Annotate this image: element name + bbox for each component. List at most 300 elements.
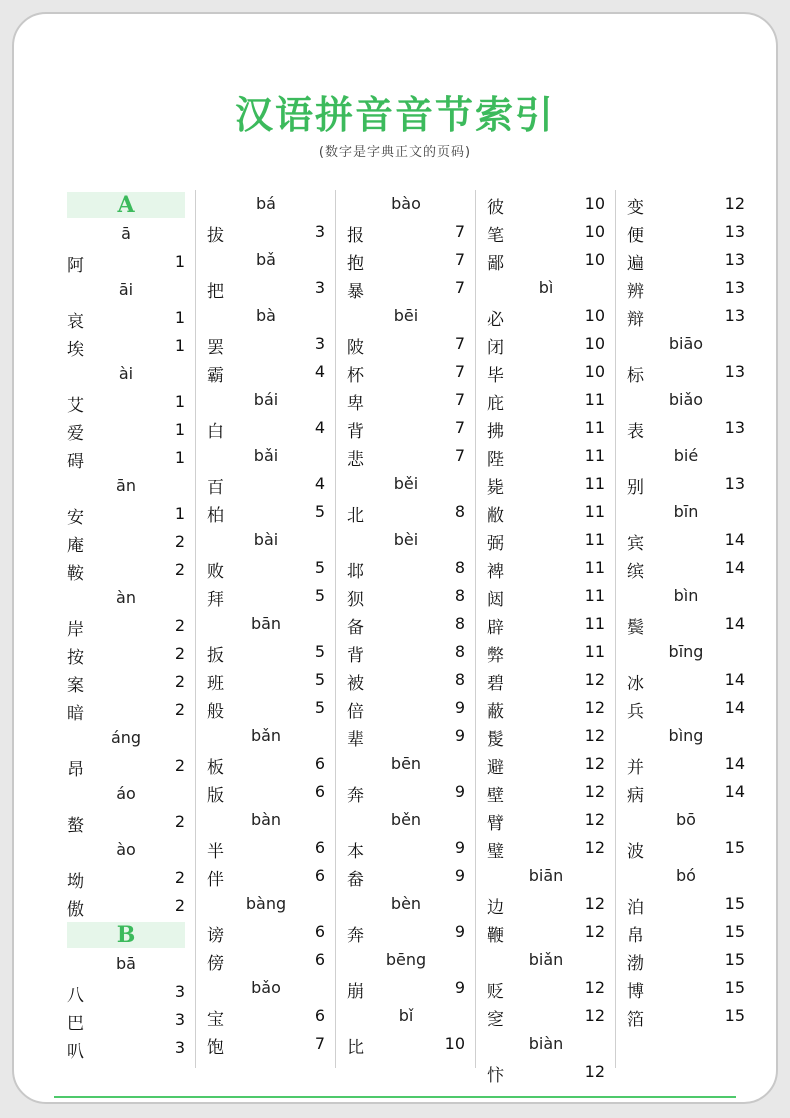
entry-page-number: 5	[314, 642, 325, 661]
index-entry	[487, 834, 605, 862]
pinyin-heading: bìng	[668, 726, 704, 745]
entry-page-number: 4	[314, 362, 325, 381]
index-entry	[347, 274, 465, 302]
entry-character: 哀	[67, 312, 84, 332]
entry-character: 罢	[207, 338, 224, 358]
entry-page-number: 13	[724, 250, 745, 269]
entry-character: 忭	[487, 1066, 504, 1086]
index-entry	[627, 694, 745, 722]
entry-character: 阿	[67, 256, 84, 276]
index-entry	[207, 554, 325, 582]
entry-page-number: 7	[454, 446, 465, 465]
entry-page-number: 9	[454, 698, 465, 717]
index-entry	[347, 610, 465, 638]
entry-page-number: 5	[314, 698, 325, 717]
entry-page-number: 14	[724, 614, 745, 633]
index-entry	[207, 862, 325, 890]
entry-page-number: 13	[724, 474, 745, 493]
index-entry	[627, 778, 745, 806]
entry-page-number: 2	[174, 672, 185, 691]
pinyin-heading: bǎi	[253, 446, 279, 465]
entry-character: 背	[347, 646, 364, 666]
entry-page-number: 12	[724, 194, 745, 213]
pinyin-heading: bié	[673, 446, 699, 465]
index-entry	[67, 752, 185, 780]
entry-character: 霸	[207, 366, 224, 386]
entry-character: 蔽	[487, 702, 504, 722]
entry-character: 百	[207, 478, 224, 498]
entry-page-number: 3	[174, 1038, 185, 1057]
entry-character: 髲	[487, 730, 504, 750]
entry-character: 陛	[487, 450, 504, 470]
index-entry	[487, 526, 605, 554]
index-entry	[207, 218, 325, 246]
entry-character: 暗	[67, 704, 84, 724]
index-entry	[487, 246, 605, 274]
pinyin-heading: āi	[118, 280, 134, 299]
index-entry	[347, 414, 465, 442]
entry-character: 辟	[487, 618, 504, 638]
index-entry	[627, 890, 745, 918]
entry-character: 背	[347, 422, 364, 442]
index-entry	[627, 302, 745, 330]
index-entry	[207, 750, 325, 778]
entry-page-number: 7	[454, 390, 465, 409]
entry-character: 板	[207, 758, 224, 778]
entry-character: 必	[487, 310, 504, 330]
entry-page-number: 12	[584, 894, 605, 913]
entry-page-number: 2	[174, 532, 185, 551]
entry-page-number: 2	[174, 700, 185, 719]
entry-page-number: 14	[724, 698, 745, 717]
entry-page-number: 12	[584, 670, 605, 689]
pinyin-heading: bàng	[245, 894, 287, 913]
pinyin-heading: bēng	[385, 950, 427, 969]
index-entry	[67, 892, 185, 920]
index-entry	[67, 248, 185, 276]
entry-page-number: 9	[454, 838, 465, 857]
pinyin-heading: bà	[256, 306, 276, 325]
entry-character: 碍	[67, 452, 84, 472]
entry-page-number: 2	[174, 756, 185, 775]
entry-page-number: 1	[174, 336, 185, 355]
index-entry	[347, 554, 465, 582]
entry-page-number: 13	[724, 278, 745, 297]
index-entry	[487, 1058, 605, 1086]
index-entry	[627, 974, 745, 1002]
entry-page-number: 6	[314, 782, 325, 801]
entry-page-number: 3	[314, 334, 325, 353]
entry-page-number: 14	[724, 782, 745, 801]
entry-character: 陂	[347, 338, 364, 358]
pinyin-heading: bìn	[673, 586, 699, 605]
index-entry	[347, 246, 465, 274]
entry-page-number: 14	[724, 558, 745, 577]
index-entry	[347, 638, 465, 666]
entry-character: 比	[347, 1038, 364, 1058]
index-entry	[67, 332, 185, 360]
entry-page-number: 3	[174, 982, 185, 1001]
entry-page-number: 5	[314, 558, 325, 577]
index-column	[347, 190, 465, 1058]
entry-page-number: 9	[454, 922, 465, 941]
index-entry	[487, 470, 605, 498]
entry-page-number: 12	[584, 922, 605, 941]
index-entry	[347, 330, 465, 358]
index-entry	[347, 974, 465, 1002]
entry-page-number: 1	[174, 448, 185, 467]
entry-character: 边	[487, 898, 504, 918]
index-entry	[207, 918, 325, 946]
index-entry	[67, 528, 185, 556]
pinyin-heading: bào	[391, 194, 421, 213]
entry-page-number: 12	[584, 838, 605, 857]
index-entry	[207, 666, 325, 694]
pinyin-heading: ā	[121, 224, 131, 243]
entry-page-number: 11	[584, 614, 605, 633]
entry-page-number: 1	[174, 504, 185, 523]
entry-page-number: 5	[314, 502, 325, 521]
entry-character: 别	[627, 478, 644, 498]
entry-character: 般	[207, 702, 224, 722]
entry-character: 版	[207, 786, 224, 806]
index-entry	[627, 918, 745, 946]
index-entry	[67, 808, 185, 836]
entry-page-number: 10	[584, 250, 605, 269]
entry-page-number: 8	[454, 642, 465, 661]
entry-character: 拂	[487, 422, 504, 442]
index-entry	[67, 1034, 185, 1062]
pinyin-heading: bēi	[393, 306, 419, 325]
pinyin-heading: àn	[116, 588, 136, 607]
entry-character: 毙	[487, 478, 504, 498]
entry-page-number: 7	[454, 418, 465, 437]
entry-page-number: 6	[314, 866, 325, 885]
section-letter: B	[67, 922, 185, 948]
pinyin-heading: bàn	[250, 810, 282, 829]
entry-page-number: 6	[314, 922, 325, 941]
entry-page-number: 11	[584, 530, 605, 549]
entry-page-number: 7	[454, 250, 465, 269]
index-entry	[347, 442, 465, 470]
pinyin-heading: biǎo	[668, 390, 704, 409]
index-entry	[487, 694, 605, 722]
pinyin-heading: bīn	[673, 502, 699, 521]
entry-page-number: 8	[454, 502, 465, 521]
entry-character: 柏	[207, 506, 224, 526]
entry-character: 案	[67, 676, 84, 696]
index-entry	[347, 778, 465, 806]
index-entry	[487, 666, 605, 694]
entry-character: 傲	[67, 900, 84, 920]
index-entry	[207, 498, 325, 526]
index-entry	[67, 978, 185, 1006]
index-entry	[67, 416, 185, 444]
entry-page-number: 1	[174, 252, 185, 271]
index-entry	[67, 640, 185, 668]
entry-character: 宾	[627, 534, 644, 554]
entry-character: 彼	[487, 198, 504, 218]
page-card	[12, 12, 778, 1104]
entry-page-number: 10	[584, 194, 605, 213]
entry-page-number: 11	[584, 390, 605, 409]
entry-page-number: 7	[314, 1034, 325, 1053]
entry-page-number: 9	[454, 866, 465, 885]
entry-page-number: 14	[724, 530, 745, 549]
column-separator	[615, 190, 616, 1068]
index-entry	[207, 582, 325, 610]
index-entry	[627, 526, 745, 554]
index-entry	[67, 500, 185, 528]
index-entry	[627, 554, 745, 582]
entry-page-number: 11	[584, 558, 605, 577]
index-entry	[487, 778, 605, 806]
index-entry	[487, 190, 605, 218]
entry-character: 避	[487, 758, 504, 778]
pinyin-heading: bān	[250, 614, 282, 633]
entry-character: 鞭	[487, 926, 504, 946]
entry-character: 箔	[627, 1010, 644, 1030]
entry-character: 毕	[487, 366, 504, 386]
index-entry	[67, 444, 185, 472]
entry-page-number: 7	[454, 222, 465, 241]
index-entry	[627, 274, 745, 302]
entry-character: 白	[207, 422, 224, 442]
entry-character: 坳	[67, 872, 84, 892]
entry-character: 敝	[487, 506, 504, 526]
entry-character: 艾	[67, 396, 84, 416]
pinyin-heading: biāo	[668, 334, 704, 353]
entry-character: 臂	[487, 814, 504, 834]
entry-character: 渤	[627, 954, 644, 974]
entry-character: 辩	[627, 310, 644, 330]
entry-character: 璧	[487, 842, 504, 862]
index-entry	[487, 806, 605, 834]
index-entry	[67, 864, 185, 892]
entry-page-number: 15	[724, 838, 745, 857]
pinyin-heading: bèi	[393, 530, 419, 549]
entry-page-number: 2	[174, 644, 185, 663]
entry-character: 班	[207, 674, 224, 694]
index-entry	[487, 638, 605, 666]
pinyin-heading: bǐ	[398, 1006, 414, 1025]
entry-character: 闼	[487, 590, 504, 610]
entry-character: 冰	[627, 674, 644, 694]
index-entry	[627, 246, 745, 274]
entry-character: 庵	[67, 536, 84, 556]
pinyin-heading: bì	[538, 278, 554, 297]
entry-page-number: 7	[454, 334, 465, 353]
index-entry	[487, 918, 605, 946]
entry-character: 辈	[347, 730, 364, 750]
pinyin-heading: bǎo	[251, 978, 281, 997]
index-entry	[487, 218, 605, 246]
entry-character: 便	[627, 226, 644, 246]
entry-character: 伴	[207, 870, 224, 890]
index-entry	[487, 1002, 605, 1030]
index-entry	[67, 696, 185, 724]
entry-page-number: 8	[454, 614, 465, 633]
pinyin-heading: áng	[110, 728, 142, 747]
entry-character: 宝	[207, 1010, 224, 1030]
entry-page-number: 6	[314, 754, 325, 773]
entry-character: 并	[627, 758, 644, 778]
index-column	[67, 190, 185, 1062]
pinyin-heading: ào	[116, 840, 136, 859]
entry-character: 辨	[627, 282, 644, 302]
index-entry	[627, 358, 745, 386]
index-entry	[487, 554, 605, 582]
entry-character: 扳	[207, 646, 224, 666]
entry-page-number: 8	[454, 558, 465, 577]
index-entry	[627, 946, 745, 974]
index-entry	[627, 190, 745, 218]
index-entry	[347, 694, 465, 722]
entry-character: 帛	[627, 926, 644, 946]
entry-page-number: 14	[724, 754, 745, 773]
index-entry	[347, 1030, 465, 1058]
entry-page-number: 13	[724, 418, 745, 437]
index-entry	[207, 778, 325, 806]
index-entry	[487, 610, 605, 638]
index-entry	[207, 358, 325, 386]
entry-character: 备	[347, 618, 364, 638]
entry-page-number: 7	[454, 362, 465, 381]
entry-page-number: 3	[314, 278, 325, 297]
entry-page-number: 9	[454, 978, 465, 997]
entry-page-number: 2	[174, 868, 185, 887]
entry-character: 变	[627, 198, 644, 218]
index-entry	[347, 498, 465, 526]
entry-page-number: 8	[454, 670, 465, 689]
entry-character: 叭	[67, 1042, 84, 1062]
entry-page-number: 12	[584, 978, 605, 997]
entry-page-number: 8	[454, 586, 465, 605]
entry-page-number: 2	[174, 616, 185, 635]
entry-character: 卑	[347, 394, 364, 414]
entry-page-number: 7	[454, 278, 465, 297]
entry-page-number: 10	[584, 362, 605, 381]
page-title: 汉语拼音音节索引	[234, 92, 555, 137]
entry-page-number: 1	[174, 392, 185, 411]
entry-character: 弊	[487, 646, 504, 666]
pinyin-heading: biàn	[528, 1034, 564, 1053]
entry-character: 病	[627, 786, 644, 806]
index-column	[487, 190, 605, 1086]
entry-character: 八	[67, 986, 84, 1006]
entry-character: 奔	[347, 786, 364, 806]
entry-character: 表	[627, 422, 644, 442]
entry-page-number: 9	[454, 782, 465, 801]
page-subtitle: (数字是字典正文的页码)	[318, 145, 472, 160]
entry-character: 笔	[487, 226, 504, 246]
index-entry	[347, 358, 465, 386]
column-separator	[475, 190, 476, 1068]
pinyin-heading: biǎn	[528, 950, 564, 969]
index-entry	[67, 556, 185, 584]
entry-character: 安	[67, 508, 84, 528]
entry-character: 岸	[67, 620, 84, 640]
entry-page-number: 3	[174, 1010, 185, 1029]
pinyin-heading: bó	[676, 866, 696, 885]
entry-character: 抱	[347, 254, 364, 274]
index-entry	[487, 442, 605, 470]
entry-page-number: 11	[584, 418, 605, 437]
index-entry	[627, 1002, 745, 1030]
pinyin-heading: bài	[253, 530, 279, 549]
entry-character: 弼	[487, 534, 504, 554]
index-entry	[207, 1030, 325, 1058]
entry-character: 北	[347, 506, 364, 526]
entry-character: 裨	[487, 562, 504, 582]
entry-character: 波	[627, 842, 644, 862]
index-entry	[347, 918, 465, 946]
index-entry	[487, 330, 605, 358]
index-entry	[627, 834, 745, 862]
index-column	[207, 190, 325, 1058]
column-separator	[195, 190, 196, 1068]
entry-page-number: 11	[584, 446, 605, 465]
entry-page-number: 10	[584, 306, 605, 325]
index-entry	[67, 612, 185, 640]
index-entry	[347, 862, 465, 890]
entry-page-number: 2	[174, 812, 185, 831]
index-entry	[487, 890, 605, 918]
index-entry	[67, 1006, 185, 1034]
entry-character: 鞍	[67, 564, 84, 584]
entry-character: 埃	[67, 340, 84, 360]
entry-page-number: 11	[584, 586, 605, 605]
section-letter: A	[67, 192, 185, 218]
entry-character: 拜	[207, 590, 224, 610]
entry-character: 狈	[347, 590, 364, 610]
entry-character: 贬	[487, 982, 504, 1002]
entry-page-number: 12	[584, 1062, 605, 1081]
pinyin-heading: bèn	[390, 894, 422, 913]
entry-character: 爱	[67, 424, 84, 444]
entry-page-number: 2	[174, 560, 185, 579]
pinyin-heading: áo	[116, 784, 136, 803]
entry-character: 闭	[487, 338, 504, 358]
index-entry	[347, 582, 465, 610]
pinyin-heading: biān	[528, 866, 564, 885]
entry-page-number: 3	[314, 222, 325, 241]
index-entry	[207, 694, 325, 722]
entry-character: 倍	[347, 702, 364, 722]
index-entry	[207, 834, 325, 862]
entry-page-number: 14	[724, 670, 745, 689]
entry-character: 昂	[67, 760, 84, 780]
entry-character: 邶	[347, 562, 364, 582]
bottom-accent-line	[54, 1096, 736, 1098]
entry-page-number: 6	[314, 950, 325, 969]
entry-character: 庇	[487, 394, 504, 414]
entry-character: 巴	[67, 1014, 84, 1034]
index-entry	[207, 274, 325, 302]
entry-page-number: 15	[724, 950, 745, 969]
pinyin-heading: bō	[676, 810, 696, 829]
index-entry	[347, 666, 465, 694]
index-entry	[627, 666, 745, 694]
index-entry	[207, 330, 325, 358]
entry-character: 本	[347, 842, 364, 862]
pinyin-heading: běn	[390, 810, 422, 829]
entry-page-number: 11	[584, 502, 605, 521]
entry-character: 壁	[487, 786, 504, 806]
entry-character: 把	[207, 282, 224, 302]
index-entry	[627, 414, 745, 442]
entry-character: 奔	[347, 926, 364, 946]
